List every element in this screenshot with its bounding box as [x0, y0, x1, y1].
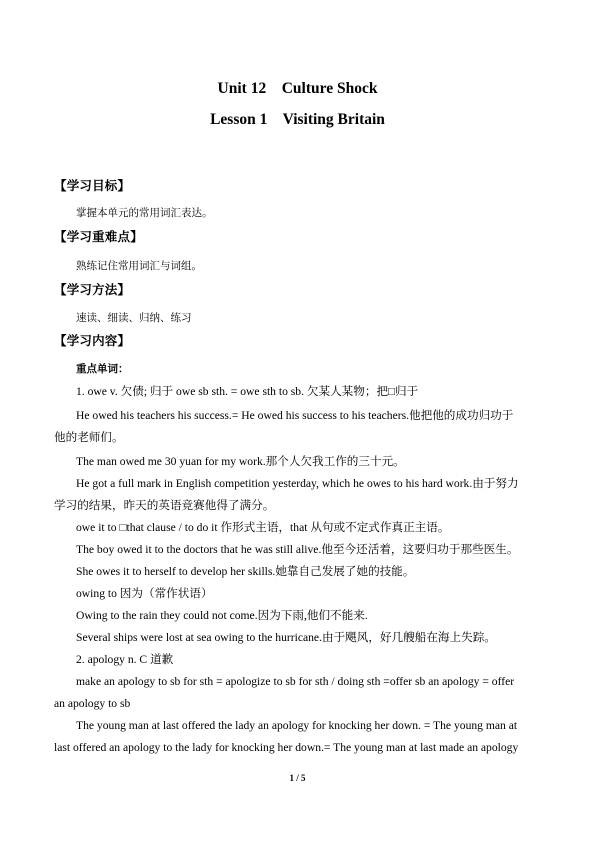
text-line: He owed his teachers his success.= He owed his success to his teachers.他把他的成功归功于 [76, 409, 514, 422]
unit-title [0, 80, 595, 98]
goal-heading: 【学习目标】 [54, 178, 131, 193]
text-line: 2. apology n. C 道歉 [76, 653, 174, 666]
text-line: He got a full mark in English competition yesterday, which he owes to his hard work.由于努力 [76, 477, 519, 490]
goal-text: 掌握本单元的常用词汇表达。 [76, 207, 213, 219]
text-line: owing to 因为（常作状语） [76, 587, 213, 600]
text-line: 学习的结果，昨天的英语竞赛他得了满分。 [54, 499, 275, 512]
method-text: 速读、细读、归纳、练习 [76, 312, 192, 324]
text-line: an apology to sb [54, 697, 131, 710]
text-line: 1. owe v. 欠债; 归于 owe sb sth. = owe sth to sb. 欠某人某物；把□归于 [76, 385, 419, 398]
text-line: owe it to □that clause / to do it 作形式主语，that 从句或不定式作真正主语。 [76, 521, 450, 534]
text-line: last offered an apology to the lady for knocking her down.= The young man at last made an apology [54, 741, 519, 754]
vocabulary-subheading: 重点单词： [76, 363, 129, 375]
text-line: Several ships were lost at sea owing to the hurricane.由于飓风，好几艘船在海上失踪。 [76, 631, 496, 644]
text-line: Owing to the rain they could not come.因为下雨,他们不能来. [76, 609, 368, 622]
text-line: The boy owed it to the doctors that he was still alive.他至今还活着，这要归功于那些医生。 [76, 543, 519, 556]
text-line: 他的老师们。 [54, 431, 124, 444]
content-heading: 【学习内容】 [54, 333, 131, 348]
key-points-text: 熟练记住常用词汇与词组。 [76, 260, 202, 272]
unit-title-text: Unit 12 Culture Shock [217, 80, 378, 97]
text-line: The man owed me 30 yuan for my work.那个人欠我工作的三十元。 [76, 455, 405, 468]
lesson-title-text: Lesson 1 Visiting Britain [210, 111, 385, 128]
text-line: The young man at last offered the lady an apology for knocking her down. = The young man at [76, 719, 518, 732]
key-points-heading: 【学习重难点】 [54, 229, 143, 244]
text-line: make an apology to sb for sth = apologize to sb for sth / doing sth =offer sb an apology = offer [76, 675, 515, 688]
text-line: She owes it to herself to develop her skills.她靠自己发展了她的技能。 [76, 565, 415, 578]
method-heading: 【学习方法】 [54, 282, 131, 297]
lesson-title [0, 111, 595, 129]
page-number: 1 / 5 [289, 773, 306, 783]
